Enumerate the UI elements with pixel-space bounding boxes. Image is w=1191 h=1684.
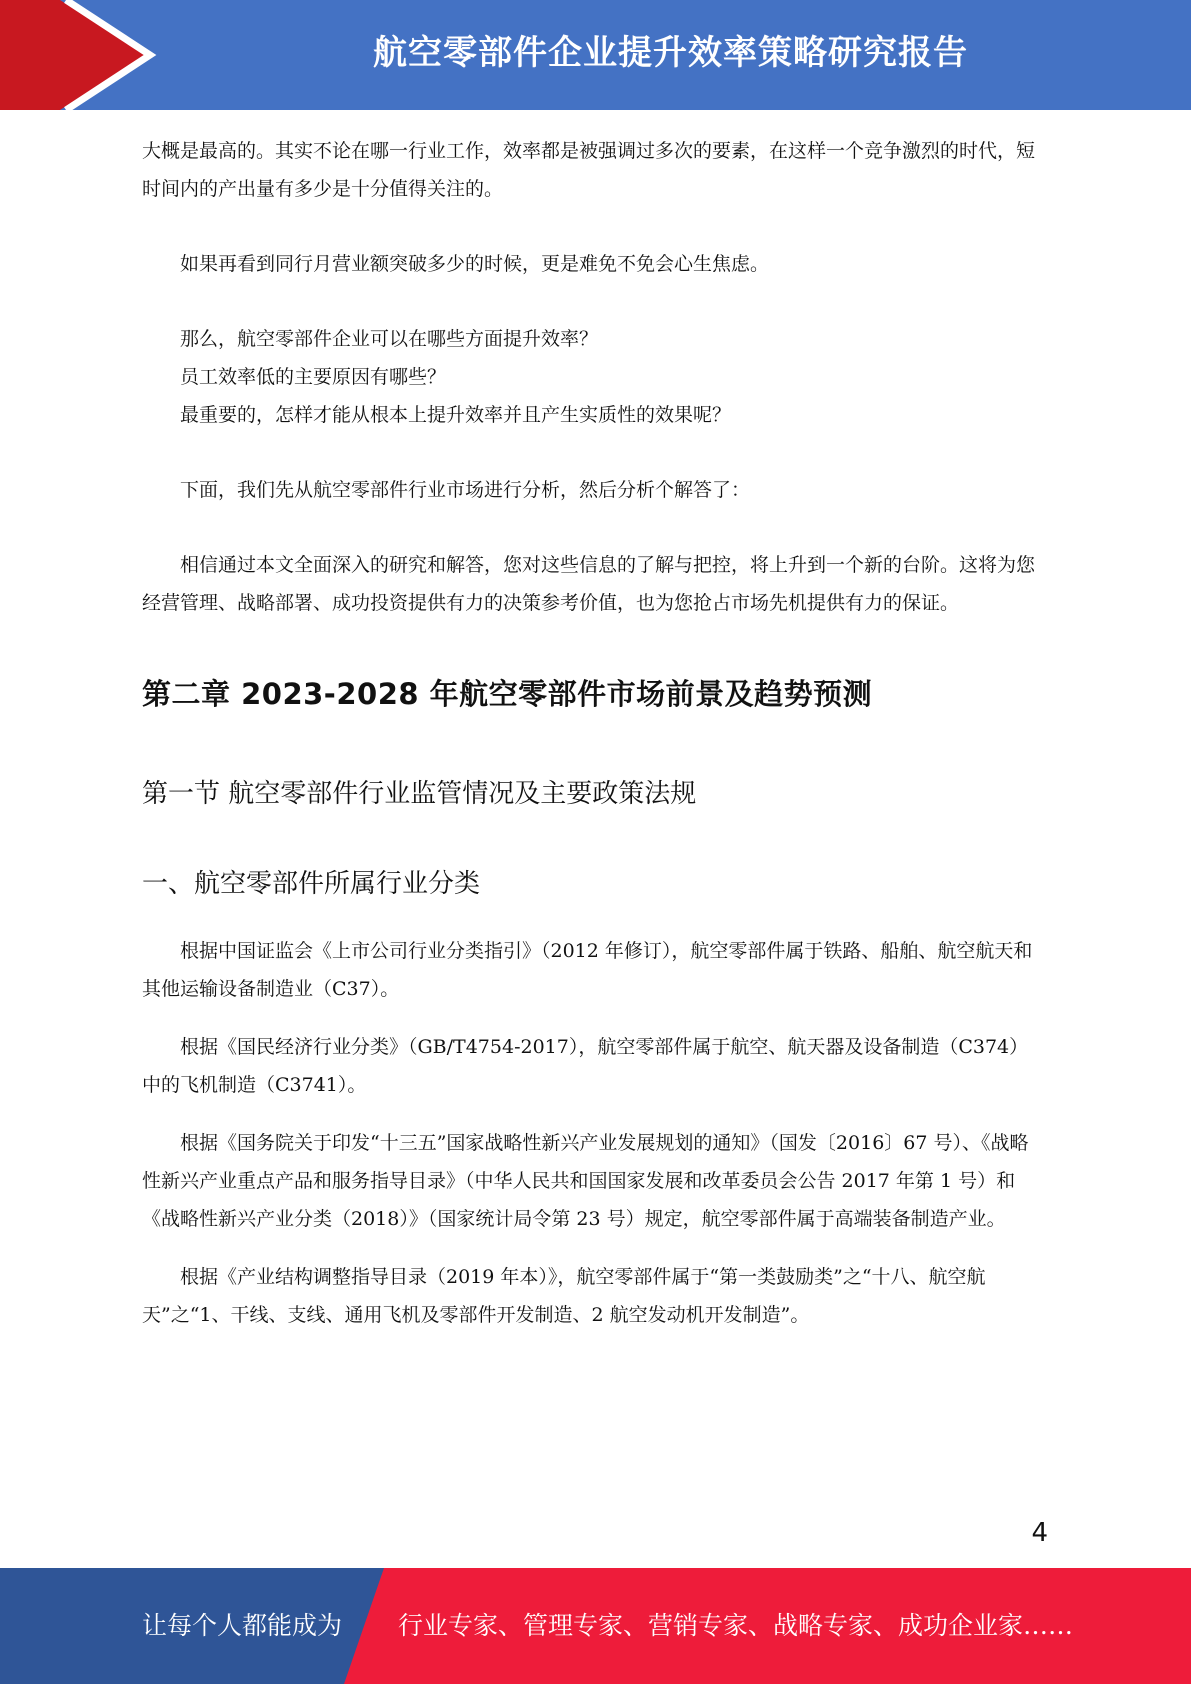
- question-line: 员工效率低的主要原因有哪些？: [180, 366, 447, 388]
- subsection-heading: 一、航空零部件所属行业分类: [142, 869, 481, 899]
- footer-slogan-right: 行业专家、管理专家、营销专家、战略专家、成功企业家……: [398, 1611, 1074, 1640]
- paragraph: 根据《国民经济行业分类》（GB/T4754-2017），航空零部件属于航空、航天器及设备制造（C374）中的飞机制造（C3741）。: [142, 1036, 1029, 1096]
- header-red-chevron: [0, 0, 146, 110]
- paragraph: 下面，我们先从航空零部件行业市场进行分析，然后分析个解答了：: [180, 479, 751, 501]
- header-banner: [0, 0, 1191, 110]
- paragraph: 根据中国证监会《上市公司行业分类指引》（2012 年修订），航空零部件属于铁路、船舶、航空航天和其他运输设备制造业（C37）。: [142, 940, 1033, 1000]
- page-number: 4: [1031, 1518, 1048, 1548]
- paragraph: 根据《国务院关于印发“十三五”国家战略性新兴产业发展规划的通知》（国发〔2016〕67 号）、《战略性新兴产业重点产品和服务指导目录》（中华人民共和国国家发展和改革委员会公告 2017 年第 1 号）和《战略性新兴产业分类（2018）》（国家统计局令第 23 号）规定，航空零部件属于高端装备制造产业。: [142, 1132, 1029, 1230]
- footer-banner: [0, 1568, 1191, 1684]
- paragraph: 大概是最高的。其实不论在哪一行业工作，效率都是被强调过多次的要素，在这样一个竞争激烈的时代，短时间内的产出量有多少是十分值得关注的。: [142, 140, 1036, 200]
- question-line: 那么，航空零部件企业可以在哪些方面提升效率？: [180, 328, 599, 350]
- footer-slogan-left: 让每个人都能成为: [142, 1611, 343, 1640]
- question-line: 最重要的，怎样才能从根本上提升效率并且产生实质性的效果呢？: [180, 404, 732, 426]
- paragraph: 相信通过本文全面深入的研究和解答，您对这些信息的了解与把控，将上升到一个新的台阶。这将为您经营管理、战略部署、成功投资提供有力的决策参考价值，也为您抢占市场先机提供有力的保证。: [142, 554, 1036, 614]
- section-heading: 第一节 航空零部件行业监管情况及主要政策法规: [142, 779, 697, 809]
- paragraph: 根据《产业结构调整指导目录（2019 年本）》，航空零部件属于“第一类鼓励类”之“十八、航空航天”之“1、干线、支线、通用飞机及零部件开发制造、2 航空发动机开发制造”。: [142, 1266, 986, 1326]
- paragraph: 如果再看到同行月营业额突破多少的时候，更是难免不免会心生焦虑。: [180, 253, 770, 275]
- document-body: [142, 132, 1047, 1334]
- chapter-heading: 第二章 2023-2028 年航空零部件市场前景及趋势预测: [142, 677, 873, 711]
- report-title: 航空零部件企业提升效率策略研究报告: [373, 33, 968, 73]
